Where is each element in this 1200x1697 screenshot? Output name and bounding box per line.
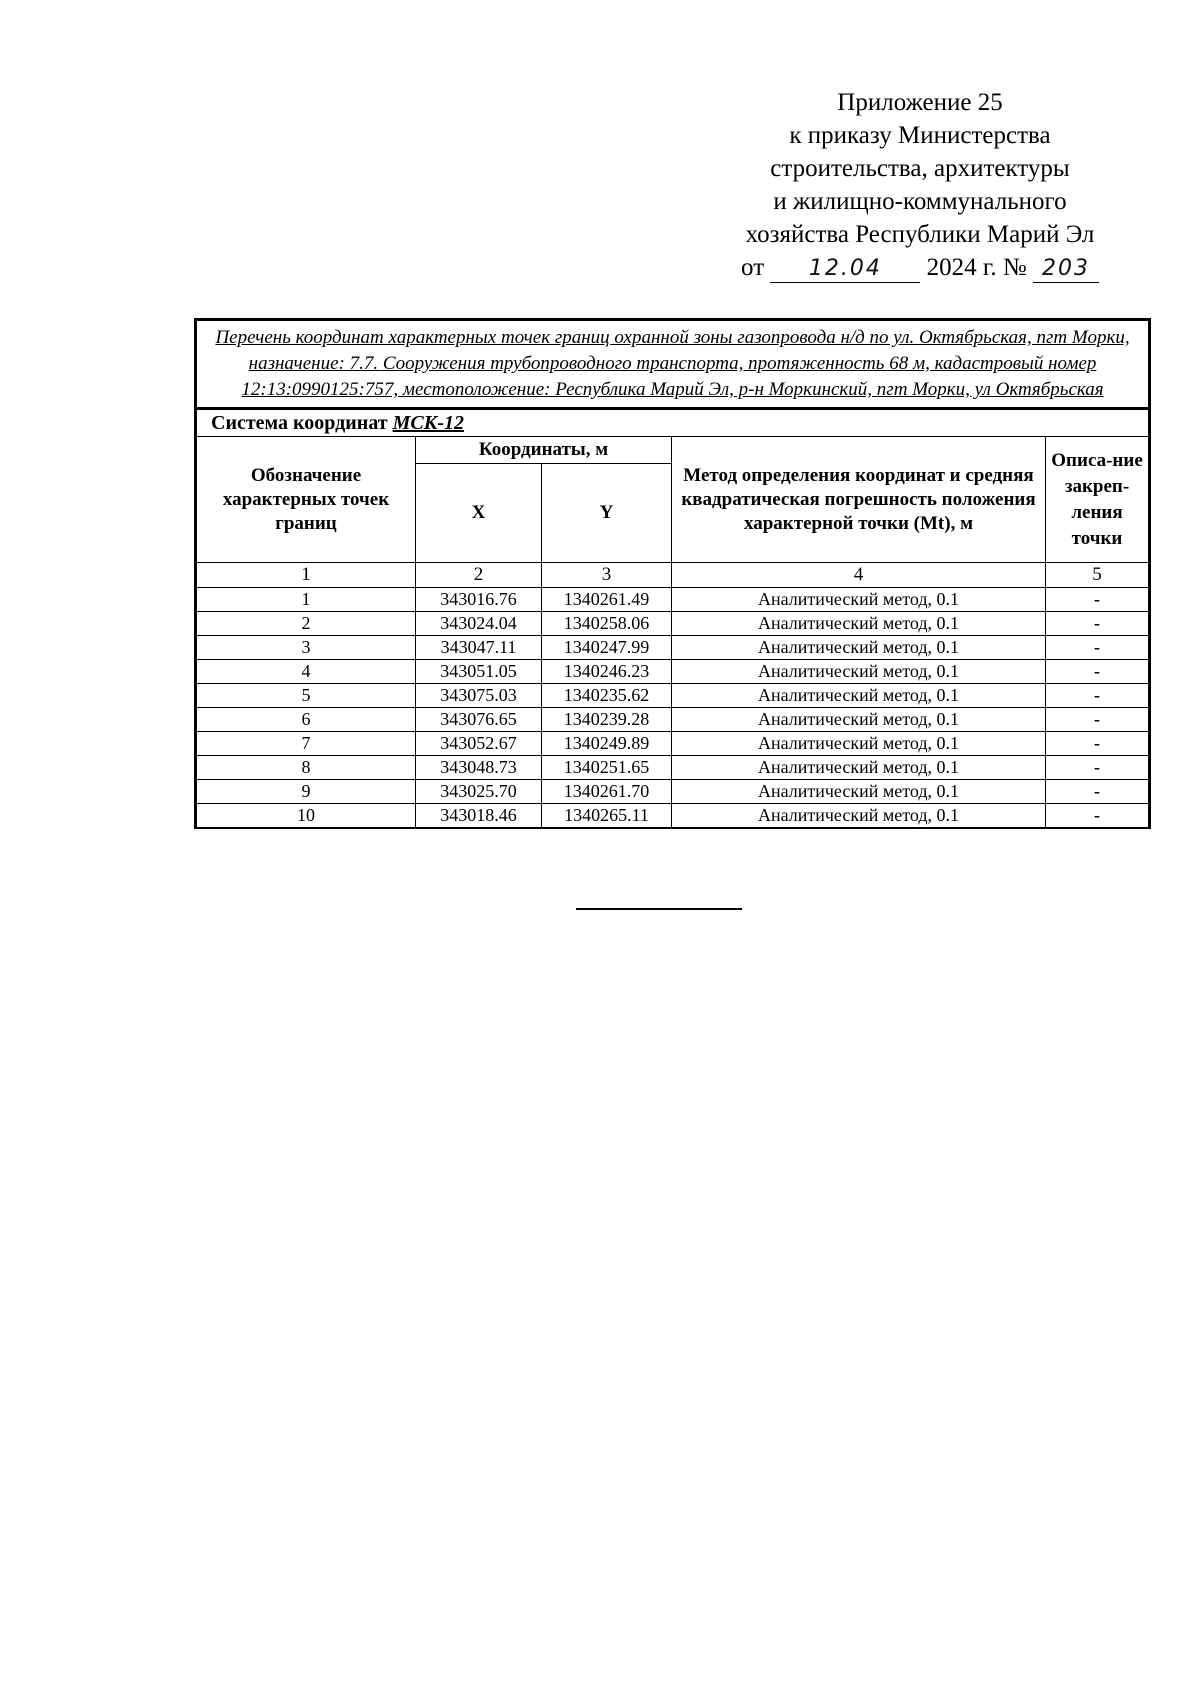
order-reference-line: к приказу Министерства [789,122,1051,149]
index-cell: 5 [1046,563,1150,588]
point-number: 6 [196,708,416,732]
description: - [1046,708,1150,732]
point-number: 3 [196,636,416,660]
point-number: 5 [196,684,416,708]
coord-x: 343016.76 [416,588,542,612]
coord-x: 343025.70 [416,780,542,804]
point-number: 1 [196,588,416,612]
col-header-method: Метод определения координат и средняя квадратическая погрешность положения характерной точки (Mt), м [672,437,1046,563]
appendix-header [690,86,1150,284]
table-row [196,780,1150,804]
coord-y: 1340258.06 [542,612,672,636]
coord-x: 343076.65 [416,708,542,732]
table-row [196,636,1150,660]
col-header-description: Описа-ние закреп-ления точки [1046,437,1150,563]
coord-y: 1340261.70 [542,780,672,804]
order-year: 2024 г. № [926,254,1027,281]
order-date-blank [770,255,920,283]
method: Аналитический метод, 0.1 [672,660,1046,684]
description: - [1046,612,1150,636]
ministry-line-1: строительства, архитектуры [770,155,1070,182]
point-number: 8 [196,756,416,780]
order-date-line [690,251,1150,284]
description: - [1046,636,1150,660]
description: - [1046,780,1150,804]
order-date-handwritten: 12.04 [808,256,882,281]
description: - [1046,804,1150,829]
method: Аналитический метод, 0.1 [672,588,1046,612]
table-row [196,804,1150,829]
method: Аналитический метод, 0.1 [672,756,1046,780]
description: - [1046,660,1150,684]
col-header-x: X [416,464,542,563]
coord-y: 1340246.23 [542,660,672,684]
col-header-point: Обозначение характерных точек границ [196,437,416,563]
coord-x: 343047.11 [416,636,542,660]
coord-y: 1340235.62 [542,684,672,708]
coord-y: 1340261.49 [542,588,672,612]
description: - [1046,684,1150,708]
coord-x: 343048.73 [416,756,542,780]
appendix-title: Приложение 25 [837,89,1003,116]
table-row [196,684,1150,708]
order-number-blank [1033,255,1099,283]
coord-y: 1340239.28 [542,708,672,732]
coordinate-system [196,409,1150,437]
coordinate-system-value: МСК-12 [392,411,464,434]
table-row [196,660,1150,684]
coord-x: 343018.46 [416,804,542,829]
table-row [196,756,1150,780]
method: Аналитический метод, 0.1 [672,612,1046,636]
coord-y: 1340249.89 [542,732,672,756]
coord-y: 1340251.65 [542,756,672,780]
description: - [1046,732,1150,756]
point-number: 10 [196,804,416,829]
coord-x: 343051.05 [416,660,542,684]
method: Аналитический метод, 0.1 [672,780,1046,804]
coord-y: 1340247.99 [542,636,672,660]
order-number-handwritten: 203 [1041,256,1090,281]
index-cell: 1 [196,563,416,588]
coord-x: 343024.04 [416,612,542,636]
table-row [196,588,1150,612]
coordinates-table [194,318,1151,829]
coordinate-system-label: Система координат [211,411,388,434]
coord-y: 1340265.11 [542,804,672,829]
point-number: 7 [196,732,416,756]
ministry-line-3: хозяйства Республики Марий Эл [745,221,1095,248]
table-row [196,732,1150,756]
method: Аналитический метод, 0.1 [672,708,1046,732]
point-number: 2 [196,612,416,636]
end-of-document-line [576,908,742,910]
method: Аналитический метод, 0.1 [672,684,1046,708]
index-cell: 4 [672,563,1046,588]
description: - [1046,588,1150,612]
coord-x: 343052.67 [416,732,542,756]
table-caption: Перечень координат характерных точек границ охранной зоны газопровода н/д по ул. Октябрьская, пгт Морки, назначение: 7.7. Сооружения трубопроводного транспорта, протяженность 68 м, кадастровый номер 12:13:0990125:757, местоположение: Республика Марий Эл, р-н Моркинский, пгт Морки, ул Октябрьская [196,320,1150,409]
table-row [196,708,1150,732]
point-number: 4 [196,660,416,684]
method: Аналитический метод, 0.1 [672,636,1046,660]
method: Аналитический метод, 0.1 [672,732,1046,756]
date-prefix: от [741,254,765,281]
description: - [1046,756,1150,780]
col-header-coordinates: Координаты, м [416,437,672,464]
method: Аналитический метод, 0.1 [672,804,1046,829]
table-row [196,612,1150,636]
col-header-y: Y [542,464,672,563]
ministry-line-2: и жилищно-коммунального [773,188,1067,215]
point-number: 9 [196,780,416,804]
index-cell: 3 [542,563,672,588]
index-cell: 2 [416,563,542,588]
coord-x: 343075.03 [416,684,542,708]
